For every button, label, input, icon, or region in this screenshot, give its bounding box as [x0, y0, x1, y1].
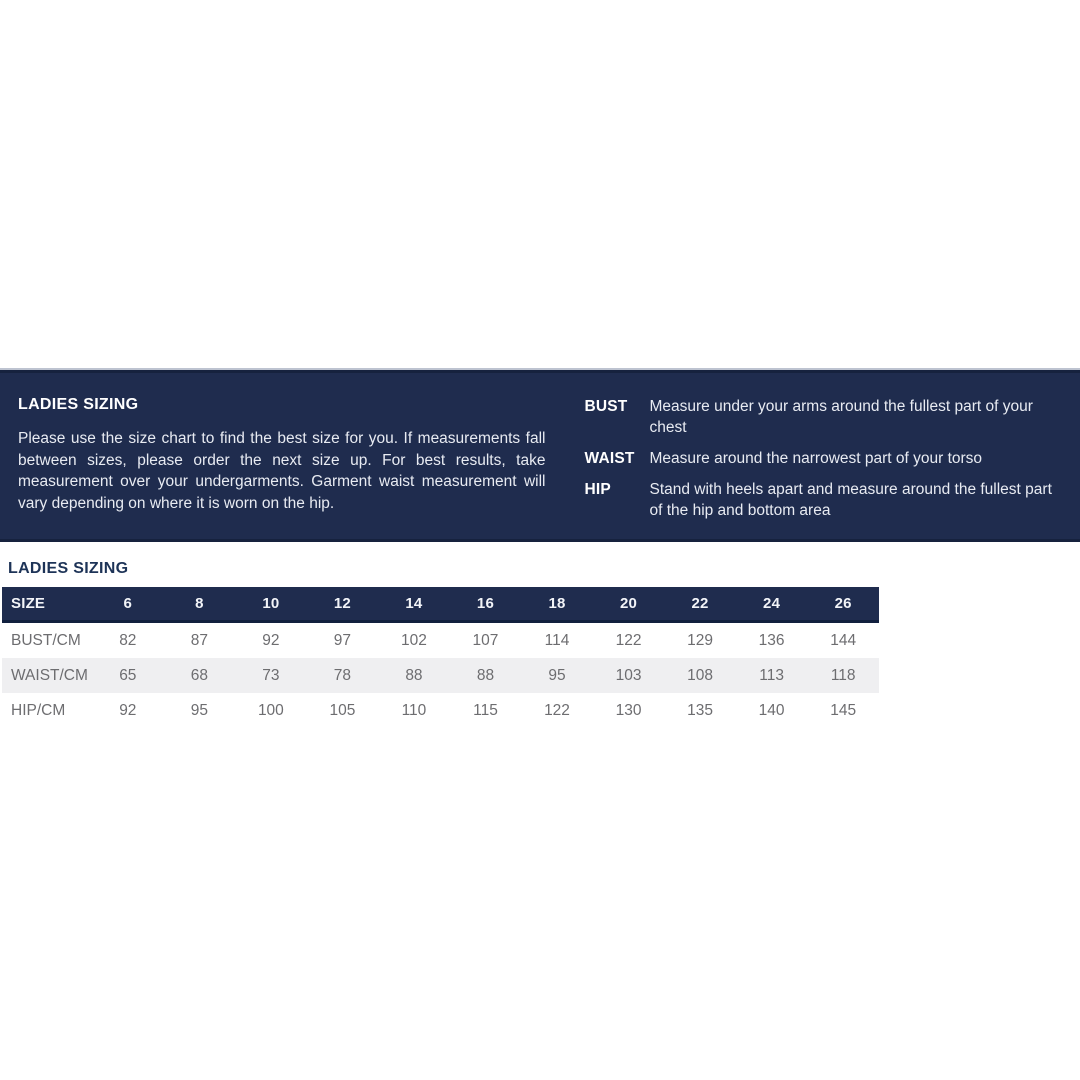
size-column-header: 20 — [619, 595, 638, 612]
measurement-cell: 108 — [687, 666, 713, 684]
size-column-header: 8 — [195, 595, 204, 612]
definition-term: WAIST — [584, 450, 635, 467]
measurement-cell: 102 — [401, 631, 427, 649]
sizing-info-banner — [0, 368, 1080, 542]
size-header-label: SIZE — [11, 595, 46, 612]
measurement-cell: 95 — [548, 666, 566, 684]
measurement-cell: 73 — [262, 666, 280, 684]
measurement-row-label: HIP/CM — [11, 701, 66, 719]
measurement-cell: 136 — [758, 631, 785, 649]
measurement-cell: 135 — [687, 701, 713, 719]
measurement-cell: 68 — [190, 666, 208, 684]
measurement-cell: 145 — [830, 701, 857, 719]
size-column-header: 12 — [333, 595, 351, 612]
measurement-cell: 87 — [190, 631, 208, 649]
definition-term: BUST — [584, 398, 628, 415]
measurement-row-label: BUST/CM — [11, 631, 81, 649]
size-column-header: 18 — [548, 595, 566, 612]
measurement-cell: 118 — [830, 666, 856, 684]
size-column-header: 22 — [691, 595, 709, 612]
definition-description: Measure around the narrowest part of your torso — [649, 450, 983, 467]
definition-term: HIP — [584, 481, 611, 498]
size-column-header: 16 — [476, 595, 495, 612]
table-section-heading: LADIES SIZING — [8, 560, 129, 577]
measurement-row — [2, 622, 879, 659]
measurement-cell: 78 — [333, 666, 352, 684]
measurement-cell: 92 — [262, 631, 280, 649]
measurement-cell: 122 — [544, 701, 570, 719]
measurement-cell: 115 — [473, 701, 498, 719]
measurement-cell: 140 — [758, 701, 785, 719]
measurement-cell: 95 — [190, 701, 208, 719]
measurement-cell: 105 — [329, 701, 356, 719]
measurement-cell: 114 — [544, 631, 570, 649]
banner-title: LADIES SIZING — [18, 396, 139, 413]
measurement-definitions-list — [584, 396, 1066, 531]
size-column-header: 14 — [405, 595, 423, 612]
definition-waist — [584, 448, 1066, 469]
measurement-cell: 65 — [119, 666, 137, 684]
table-header-row — [2, 587, 879, 622]
banner-intro-column — [18, 396, 545, 514]
measurement-cell: 130 — [615, 701, 642, 719]
size-column-header: 26 — [834, 595, 852, 612]
sizing-table — [2, 587, 879, 728]
measurement-cell: 88 — [476, 666, 495, 684]
size-column-header: 24 — [763, 595, 781, 612]
measurement-row — [2, 658, 879, 693]
measurement-cell: 92 — [119, 701, 137, 719]
measurement-cell: 82 — [119, 631, 137, 649]
size-column-header: 6 — [123, 595, 133, 612]
size-column-header: 10 — [262, 595, 280, 612]
definition-bust — [584, 396, 1066, 438]
measurement-cell: 110 — [401, 701, 427, 719]
measurement-cell: 88 — [405, 666, 423, 684]
definition-hip — [584, 479, 1066, 521]
measurement-row — [2, 693, 879, 728]
banner-paragraph: Please use the size chart to find the best size for you. If measurements fall between sizes, please order the next size up. For best results, take measurement over your undergarments. Garment waist measurement will vary depending on where it is worn on the hip. — [18, 430, 546, 512]
measurement-cell: 100 — [257, 701, 284, 719]
measurement-cell: 122 — [615, 631, 642, 649]
measurement-row-label: WAIST/CM — [11, 666, 88, 684]
measurement-cell: 113 — [759, 666, 784, 684]
measurement-cell: 129 — [687, 631, 713, 649]
definition-description: Stand with heels apart and measure around the fullest part of the hip and bottom area — [649, 481, 1052, 519]
measurement-cell: 97 — [333, 631, 352, 649]
definition-description: Measure under your arms around the fullest part of your chest — [649, 398, 1033, 436]
measurement-cell: 107 — [472, 631, 499, 649]
sizing-table-body — [2, 622, 879, 729]
measurement-cell: 103 — [615, 666, 642, 684]
measurement-cell: 144 — [830, 631, 857, 649]
